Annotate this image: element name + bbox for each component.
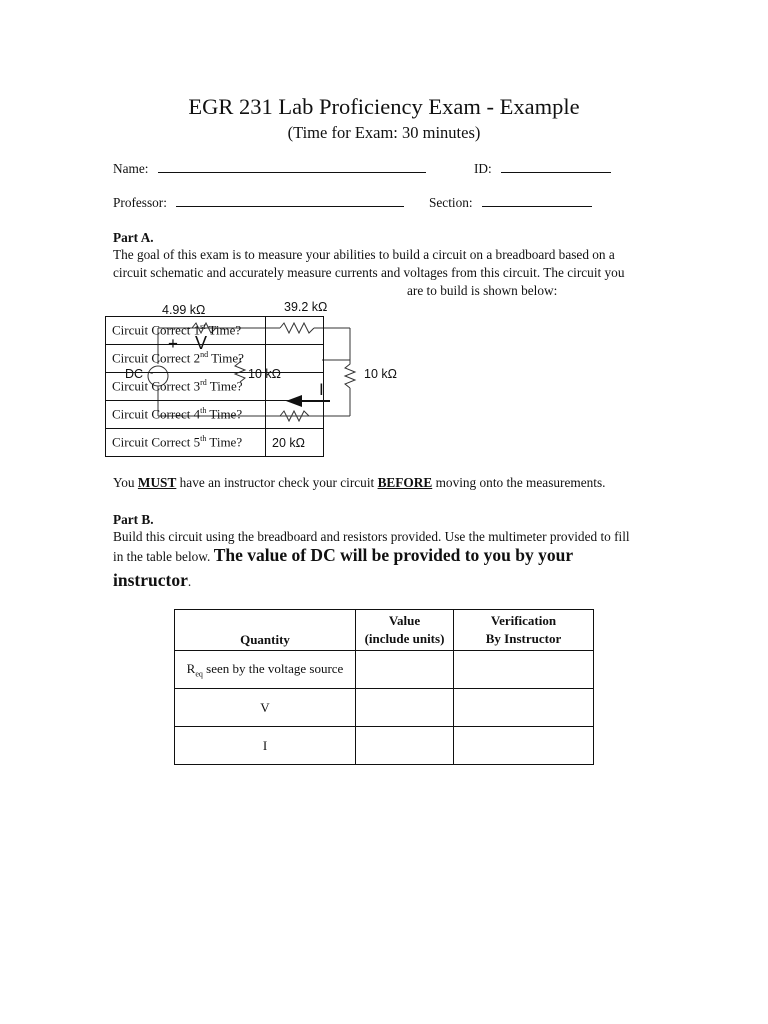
i-verification-cell[interactable]	[454, 727, 594, 765]
label-plus: +	[168, 334, 178, 353]
instruction-line: You MUST have an instructor check your circuit BEFORE moving onto the measurements.	[113, 475, 606, 490]
id-row	[474, 160, 611, 178]
req-value-cell[interactable]	[356, 651, 454, 689]
section-row	[429, 194, 592, 212]
check-box[interactable]	[266, 373, 324, 401]
check-label: Circuit Correct 1st Time?	[106, 317, 266, 345]
check-row	[106, 429, 324, 457]
row-v-label: V	[175, 689, 356, 727]
part-a-text-2: circuit schematic and accurately measure currents and voltages from this circuit. The circuit you	[113, 265, 625, 280]
v-verification-cell[interactable]	[454, 689, 594, 727]
label-r5: 20 kΩ	[272, 435, 305, 450]
professor-field[interactable]	[176, 194, 404, 207]
circuit-check-table	[105, 316, 324, 457]
header-quantity: Quantity	[175, 610, 356, 651]
check-row	[106, 401, 324, 429]
check-box[interactable]	[266, 317, 324, 345]
check-row	[106, 345, 324, 373]
name-field[interactable]	[158, 160, 426, 173]
check-row	[106, 317, 324, 345]
check-label: Circuit Correct 3rd Time?	[106, 373, 266, 401]
req-verification-cell[interactable]	[454, 651, 594, 689]
label-v: V	[195, 333, 208, 353]
header-value: Value (include units)	[356, 610, 454, 651]
measurement-table	[174, 609, 594, 765]
section-field[interactable]	[482, 194, 592, 207]
before-emphasis: BEFORE	[377, 475, 433, 490]
id-label: ID:	[474, 161, 492, 176]
header-verification: Verification By Instructor	[454, 610, 594, 651]
v-value-cell[interactable]	[356, 689, 454, 727]
must-emphasis: MUST	[137, 475, 177, 490]
table-row	[175, 689, 594, 727]
check-label: Circuit Correct 5th Time?	[106, 429, 266, 457]
label-r3: 10 kΩ	[248, 367, 281, 381]
part-b-heading: Part B.	[113, 512, 154, 527]
part-b-text-1: Build this circuit using the breadboard and resistors provided. Use the multimeter provided to fill	[113, 529, 630, 544]
check-label: Circuit Correct 2nd Time?	[106, 345, 266, 373]
professor-label: Professor:	[113, 195, 167, 210]
label-current: I	[319, 380, 324, 399]
professor-row	[113, 194, 404, 212]
label-minus: -	[150, 368, 154, 379]
table-row	[175, 651, 594, 689]
table-header-row	[175, 610, 594, 651]
part-b-text-3: instructor.	[113, 570, 192, 590]
label-r4: 10 kΩ	[364, 367, 397, 381]
check-box[interactable]	[266, 429, 324, 457]
label-r1: 4.99 kΩ	[162, 303, 206, 317]
part-a-heading: Part A.	[113, 230, 154, 245]
check-box[interactable]	[266, 401, 324, 429]
part-a-text-3: are to build is shown below:	[407, 283, 558, 298]
id-field[interactable]	[501, 160, 611, 173]
check-box[interactable]	[266, 345, 324, 373]
name-row	[113, 160, 426, 178]
section-label: Section:	[429, 195, 473, 210]
row-i-label: I	[175, 727, 356, 765]
i-value-cell[interactable]	[356, 727, 454, 765]
row-req-label: $R_{eq}$ seen by the voltage source	[175, 651, 356, 689]
check-row	[106, 373, 324, 401]
label-dc: DC	[125, 367, 144, 381]
label-r2: 39.2 kΩ	[284, 300, 328, 314]
part-a-text-1: The goal of this exam is to measure your abilities to build a circuit on a breadboard based on a	[113, 247, 615, 262]
check-label: Circuit Correct 4th Time?	[106, 401, 266, 429]
page-subtitle: (Time for Exam: 30 minutes)	[287, 123, 481, 142]
part-b-text-2: in the table below. The value of DC will be provided to you by your	[113, 545, 574, 565]
name-label: Name:	[113, 161, 149, 176]
page-title: EGR 231 Lab Proficiency Exam - Example	[188, 94, 580, 119]
table-row	[175, 727, 594, 765]
